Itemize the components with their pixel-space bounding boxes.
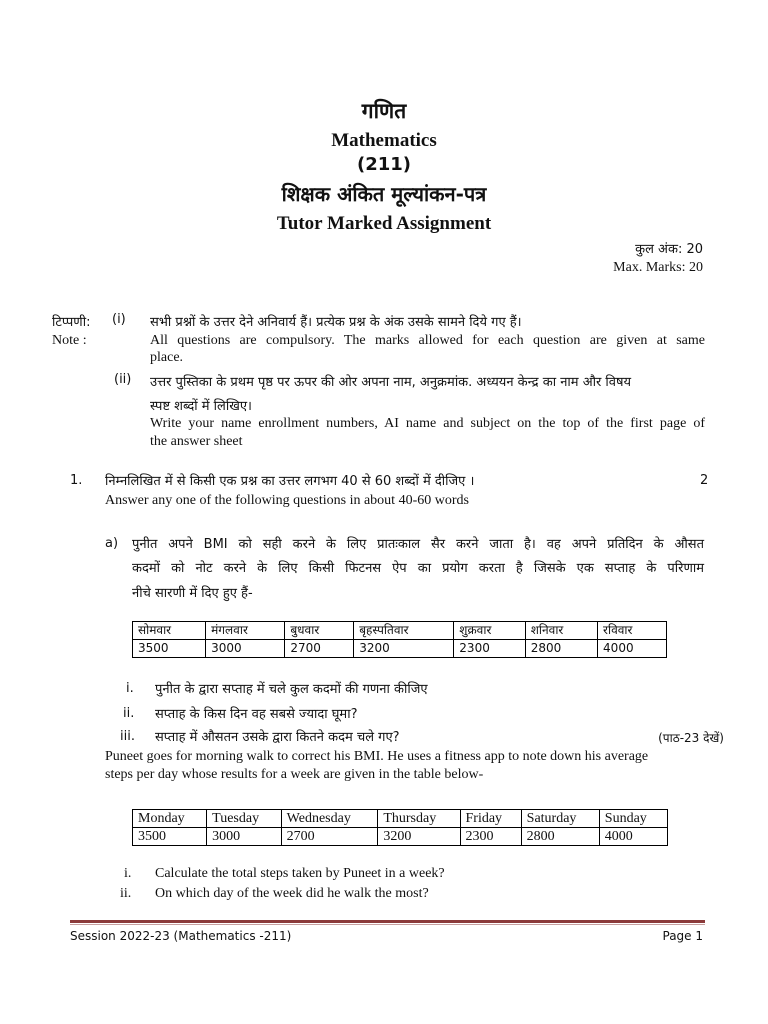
- table-cell: रविवार: [598, 622, 667, 640]
- note-ii-hindi-line1: उत्तर पुस्तिका के प्रथम पृष्ठ पर ऊपर की ओर अपना नाम, अनुक्रमांक. अध्ययन केन्द्र का नाम और विषय: [150, 375, 632, 390]
- note-i-number: (i): [112, 312, 126, 327]
- table-cell: 3200: [354, 640, 454, 658]
- table-cell: मंगलवार: [206, 622, 285, 640]
- subtitle-hindi: शिक्षक अंकित मूल्यांकन-पत्र: [281, 182, 487, 206]
- table-cell: बुधवार: [285, 622, 354, 640]
- table-cell: 2700: [281, 828, 378, 846]
- table-cell: 2300: [460, 828, 521, 846]
- note-i-hindi: सभी प्रश्नों के उत्तर देने अनिवार्य हैं। प्रत्येक प्रश्न के अंक उसके सामने दिये गए हैं।: [150, 315, 522, 330]
- table-cell: Sunday: [599, 810, 667, 828]
- part-a-hindi-line1: पुनीत अपने BMI को सही करने के लिए प्रातःकाल सैर करने जाता है। वह अपने प्रतिदिन के औसत: [132, 537, 704, 552]
- table-row: [133, 640, 667, 658]
- table-row: [133, 828, 668, 846]
- note-label-english: Note :: [52, 333, 87, 348]
- part-a-english-line2: steps per day whose results for a week are given in the table below-: [105, 767, 484, 782]
- title-english: Mathematics: [331, 130, 437, 151]
- table-cell: 4000: [599, 828, 667, 846]
- part-a-hindi-line2: कदमों को नोट करने के लिए किसी फिटनस ऐप का प्रयोग करता है जिसके एक सप्ताह के परिणाम: [132, 561, 704, 576]
- table-cell: 2700: [285, 640, 354, 658]
- table-cell: बृहस्पतिवार: [354, 622, 454, 640]
- sub-hindi-3-text: सप्ताह में औसतन उसके द्वारा कितने कदम चले गए?: [155, 730, 400, 745]
- sub-hindi-1-number: i.: [126, 681, 134, 696]
- table-cell: शनिवार: [525, 622, 597, 640]
- sub-english-2-number: ii.: [120, 886, 132, 901]
- table-cell: Monday: [133, 810, 207, 828]
- note-ii-english-line2: the answer sheet: [150, 434, 243, 449]
- table-cell: Wednesday: [281, 810, 378, 828]
- subtitle-english: Tutor Marked Assignment: [276, 213, 492, 234]
- question-1-english: Answer any one of the following questions in about 40-60 words: [105, 493, 469, 508]
- table-cell: 3000: [207, 828, 282, 846]
- title-hindi: गणित: [361, 99, 407, 123]
- sub-english-1-number: i.: [124, 866, 132, 881]
- note-ii-number: (ii): [114, 372, 132, 387]
- footer-rule-thin: [70, 924, 705, 925]
- table-cell: Tuesday: [207, 810, 282, 828]
- table-cell: 3200: [378, 828, 460, 846]
- part-a-english-line1: Puneet goes for morning walk to correct his BMI. He uses a fitness app to note down his average: [105, 749, 649, 764]
- table-cell: 3500: [133, 828, 207, 846]
- note-label-hindi: टिप्पणी:: [52, 315, 91, 330]
- table-cell: 4000: [598, 640, 667, 658]
- table-row: [133, 810, 668, 828]
- footer-session: Session 2022-23 (Mathematics -211): [70, 929, 292, 943]
- sub-english-1-text: Calculate the total steps taken by Puneet in a week?: [155, 866, 445, 881]
- table-cell: Saturday: [521, 810, 599, 828]
- max-marks-english: Max. Marks: 20: [613, 260, 703, 275]
- question-1-number: 1.: [70, 473, 83, 488]
- sub-english-2-text: On which day of the week did he walk the most?: [155, 886, 429, 901]
- table-cell: 3500: [133, 640, 206, 658]
- note-i-english-line2: place.: [150, 350, 184, 365]
- table-cell: 2300: [454, 640, 525, 658]
- part-a-label: a): [105, 536, 119, 551]
- note-ii-hindi-line2: स्पष्ट शब्दों में लिखिए।: [150, 399, 252, 414]
- table-cell: 3000: [206, 640, 285, 658]
- sub-hindi-2-number: ii.: [123, 706, 135, 721]
- table-cell: Thursday: [378, 810, 460, 828]
- table-cell: शुक्रवार: [454, 622, 525, 640]
- part-a-hindi-line3: नीचे सारणी में दिए हुए हैं-: [132, 586, 253, 601]
- note-ii-english-line1: Write your name enrollment numbers, AI name and subject on the top of the first page of: [150, 416, 705, 431]
- table-cell: 2800: [521, 828, 599, 846]
- table-cell: Friday: [460, 810, 521, 828]
- table-row: [133, 622, 667, 640]
- max-marks-hindi: कुल अंक: 20: [635, 242, 703, 257]
- lesson-reference: (पाठ-23 देखें): [658, 731, 724, 745]
- note-i-english-line1: All questions are compulsory. The marks allowed for each question are given at same: [150, 333, 705, 348]
- table-cell: 2800: [525, 640, 597, 658]
- footer-page-number: Page 1: [662, 929, 703, 943]
- steps-table-english: [132, 809, 668, 846]
- table-cell: सोमवार: [133, 622, 206, 640]
- question-1-marks: 2: [700, 473, 709, 488]
- sub-hindi-3-number: iii.: [120, 729, 135, 744]
- steps-table-hindi: [132, 621, 667, 658]
- question-1-hindi: निम्नलिखित में से किसी एक प्रश्न का उत्तर लगभग 40 से 60 शब्दों में दीजिए ।: [105, 474, 475, 489]
- sub-hindi-1-text: पुनीत के द्वारा सप्ताह में चले कुल कदमों की गणना कीजिए: [155, 682, 428, 697]
- footer-rule: [70, 920, 705, 923]
- sub-hindi-2-text: सप्ताह के किस दिन वह सबसे ज्यादा घूमा?: [155, 707, 358, 722]
- subject-code: (211): [356, 154, 412, 175]
